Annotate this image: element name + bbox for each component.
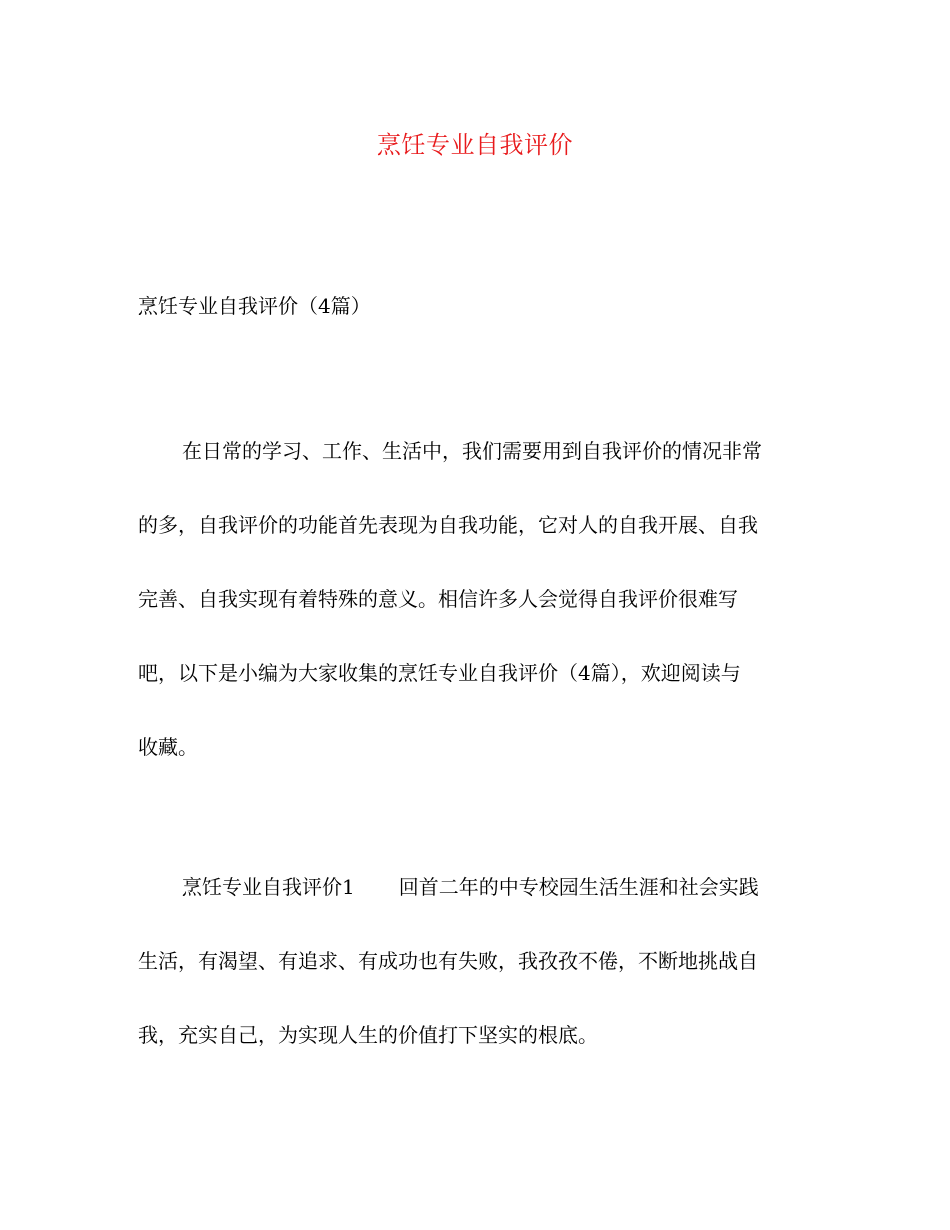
document-title: 烹饪专业自我评价: [377, 131, 573, 159]
paragraph-line: 在日常的学习、工作、生活中，我们需要用到自我评价的情况非常: [182, 439, 762, 463]
paragraph-line: 回首二年的中专校园生活生涯和社会实践: [398, 875, 759, 899]
section1-first-line: [138, 850, 818, 924]
section1-paragraph: [138, 850, 818, 1072]
paragraph-line: 收藏。: [138, 735, 198, 759]
paragraph-line: 的多，自我评价的功能首先表现为自我功能，它对人的自我开展、自我: [138, 513, 758, 537]
paragraph-line: 完善、自我实现有着特殊的意义。相信许多人会觉得自我评价很难写: [138, 587, 738, 611]
paragraph-line: 生活，有渴望、有追求、有成功也有失败，我孜孜不倦，不断地挑战自: [138, 949, 758, 973]
document-subtitle: 烹饪专业自我评价（4篇）: [138, 294, 371, 318]
paragraph-line: 吧，以下是小编为大家收集的烹饪专业自我评价（4篇），欢迎阅读与: [138, 661, 741, 685]
intro-paragraph: [138, 414, 818, 784]
paragraph-line: 我，充实自己，为实现人生的价值打下坚实的根底。: [138, 1023, 598, 1047]
section1-heading: 烹饪专业自我评价1: [182, 875, 355, 899]
